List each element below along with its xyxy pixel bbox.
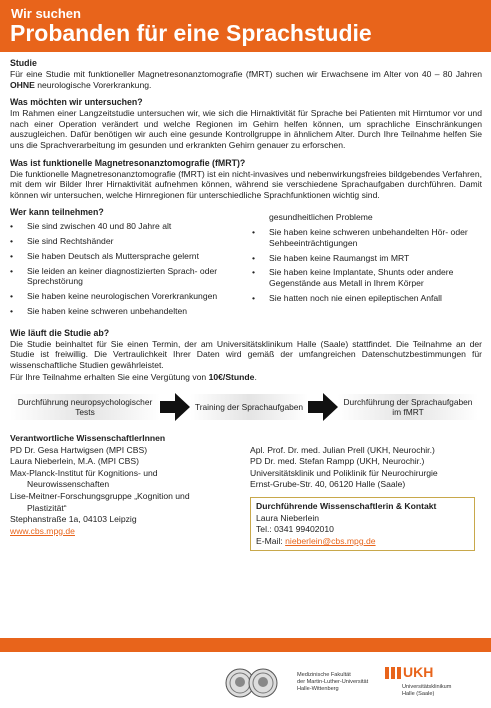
procedure-flow xyxy=(10,391,482,423)
list-item: • Sie haben keine Raumangst im MRT xyxy=(252,253,482,264)
section-ablauf xyxy=(10,328,482,383)
footer-bar xyxy=(0,638,491,652)
section-heading: Studie xyxy=(10,58,37,68)
main-content xyxy=(10,58,482,551)
flow-step-3: Durchführung der Sprachaufgaben im fMRT xyxy=(338,394,478,420)
contact-line: Ernst-Grube-Str. 40, 06120 Halle (Saale) xyxy=(250,479,406,490)
contact-line: Laura Nieberlein, M.A. (MPI CBS) xyxy=(10,456,139,467)
section-fmrt xyxy=(10,158,482,201)
arrow-right-icon xyxy=(160,393,190,421)
list-item: • Sie haben keine schweren unbehandelten Hör- oder Sehbeeinträchtigungen xyxy=(252,227,482,248)
section-text: Im Rahmen einer Langzeitstudie untersuchen wir, wie sich die Hirnaktivität für Sprache bei Patienten mit Hirntumor vor und nach einer Operation verändert und welche Regionen im Gehirn helfen können, um sprachliche Einschränkungen auszugleichen. Dafür benötigen wir auch eine gesunde Kontrollgruppe in ähnlichem Alter. Durch Ihre Teilnahme helfen Sie uns die Sprachverarbeitung im gesunden und erkrankten Gehirn genauer zu erforschen. xyxy=(10,108,482,150)
list-item: • Sie haben Deutsch als Muttersprache gelernt xyxy=(10,251,246,262)
list-item: • Sie haben keine neurologischen Vorerkrankungen xyxy=(10,291,246,302)
contact-name: Laura Nieberlein xyxy=(256,512,320,523)
criteria-list-left xyxy=(10,221,246,320)
ukh-logo-subtitle: Universitätsklinikum Halle (Saale) xyxy=(402,684,452,697)
website-link[interactable]: www.cbs.mpg.de xyxy=(10,525,75,536)
header-pretitle: Wir suchen xyxy=(11,6,81,21)
section-heading: Was möchten wir untersuchen? xyxy=(10,97,143,108)
contact-line: Neurowissenschaften xyxy=(27,479,110,490)
email-link[interactable]: nieberlein@cbs.mpg.de xyxy=(285,535,376,546)
header-banner xyxy=(0,0,491,52)
contacts-section xyxy=(10,433,482,551)
list-item: • Sie leiden an keiner diagnostizierten Sprach- oder Sprechstörung xyxy=(10,266,246,287)
ukh-logo-text: UKH xyxy=(403,664,434,680)
list-item: • Sie hatten noch nie einen epileptischen Anfall xyxy=(252,293,482,304)
contact-line: Max-Planck-Institut für Kognitions- und xyxy=(10,467,158,478)
contact-line: PD Dr. Gesa Hartwigsen (MPI CBS) xyxy=(10,444,148,455)
section-heading: Was ist funktionelle Magnetresonanztomografie (fMRT)? xyxy=(10,157,246,168)
list-item: • Sie haben keine Implantate, Shunts oder andere Gegenstände aus Metall in Ihrem Körper xyxy=(252,267,482,288)
section-heading: Wie läuft die Studie ab? xyxy=(10,327,110,338)
section-heading: Wer kann teilnehmen? xyxy=(10,207,104,218)
section-studie xyxy=(10,58,482,90)
contact-email-line: E-Mail: nieberlein@cbs.mpg.de xyxy=(256,535,376,546)
section-text: Für eine Studie mit funktioneller Magnetresonanztomografie (fMRT) suchen wir Erwachsene im Alter von 40 – 80 Jahren OHNE neurologische Vorerkrankung. xyxy=(10,69,482,90)
criteria-list-right xyxy=(246,212,482,320)
contact-box-heading: Durchführende Wissenschaftlerin & Kontakt xyxy=(256,500,437,511)
section-text: Die funktionelle Magnetresonanztomografie (fMRT) ist ein nicht-invasives und nebenwirkungsfreies bildgebendes Verfahren, mit dem wir Bilder Ihrer Hirnaktivität aufnehmen können, während sie verschiedene Sprachaufgaben durchführen. Damit können wir untersuchen, welche Hirnregionen für unterschiedliche Sprachfunktionen wichtig sind. xyxy=(10,168,482,200)
list-item: • Sie sind zwischen 40 und 80 Jahre alt xyxy=(10,221,246,232)
contact-line: PD Dr. med. Stefan Rampp (UKH, Neurochir.) xyxy=(250,456,425,467)
contact-line: Plastizität“ xyxy=(27,502,67,513)
contact-line: Lise-Meitner-Forschungsgruppe „Kognition und xyxy=(10,490,190,501)
ukh-logo-icon xyxy=(385,667,401,679)
contacts-heading: Verantwortliche WissenschaftlerInnen xyxy=(10,433,166,443)
flow-step-1: Durchführung neuropsychologischer Tests xyxy=(10,394,160,420)
contact-line: Stephanstraße 1a, 04103 Leipzig xyxy=(10,514,137,525)
list-item: • Sie sind Rechtshänder xyxy=(10,236,246,247)
mlu-logo-text: Medizinische Fakultät der Martin-Luther-Universität Halle-Wittenberg xyxy=(297,672,369,692)
verguetung-text: Für Ihre Teilnahme erhalten Sie eine Vergütung von 10€/Stunde. xyxy=(10,372,257,383)
contacts-right xyxy=(250,433,482,551)
list-item-continued: gesundheitlichen Probleme xyxy=(269,212,373,223)
section-untersuchen xyxy=(10,97,482,150)
university-seal-icon xyxy=(248,668,278,698)
page-title: Probanden für eine Sprachstudie xyxy=(10,20,372,46)
arrow-right-icon xyxy=(308,393,338,421)
contact-line: Universitätsklinik und Poliklinik für Neurochirurgie xyxy=(250,467,438,478)
contact-box xyxy=(250,497,475,551)
list-item: • Sie haben keine schweren unbehandelten xyxy=(10,306,246,317)
section-teilnehmen xyxy=(10,207,482,320)
contacts-left xyxy=(10,433,250,551)
flow-step-2: Training der Sprachaufgaben xyxy=(190,394,308,420)
section-text: Die Studie beinhaltet für Sie einen Termin, der am Universitätsklinikum Halle (Saale) stattfindet. Die Teilnahme an der Studie ist freiwillig. Die Vertraulichkeit Ihrer Daten wird gemäß der umfangreichen Datenschutzbestimmungen für wissenschaftliche Studien gewährleistet. xyxy=(10,338,482,370)
contact-line: Apl. Prof. Dr. med. Julian Prell (UKH, Neurochir.) xyxy=(250,444,435,455)
contact-phone: Tel.: 0341 99402010 xyxy=(256,524,334,535)
